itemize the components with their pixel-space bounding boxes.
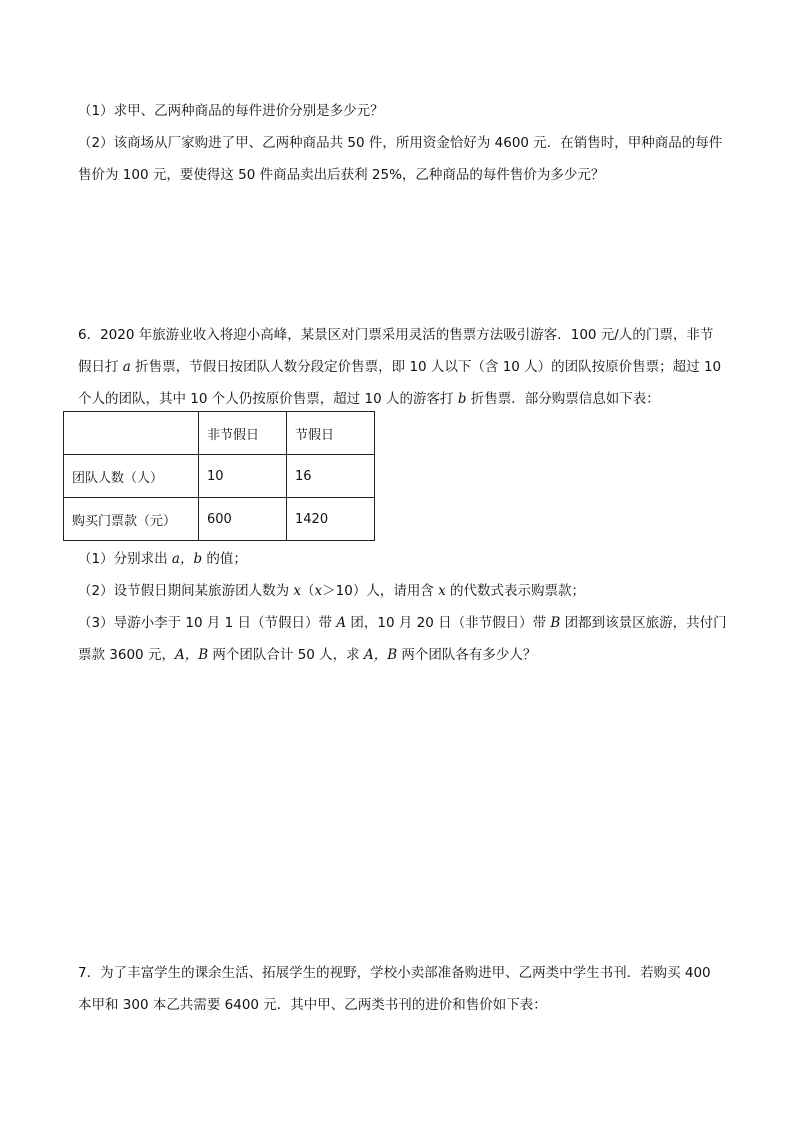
text-segment: （ <box>301 583 315 599</box>
text-segment: （3）导游小李于 10 月 1 日（节假日）带 <box>78 615 337 631</box>
table-cell: 10 <box>199 455 287 498</box>
variable-B: B <box>550 615 561 631</box>
variables-A-B: A，B <box>363 647 398 663</box>
text-segment: 团，10 月 20 日（非节假日）带 <box>346 615 551 631</box>
variable-x: x <box>293 583 302 599</box>
table-row <box>64 455 375 498</box>
text-segment: （1）分别求出 <box>78 551 172 567</box>
table-cell: 600 <box>199 498 287 541</box>
variables-a-b: a，b <box>171 551 203 567</box>
text-segment: ＞10）人，请用含 <box>322 583 439 599</box>
variable-x: x <box>438 583 446 599</box>
text-segment: （2）设节假日期间某旅游团人数为 <box>78 583 294 599</box>
variable-a: a <box>122 359 131 375</box>
text-segment: 的值； <box>202 551 247 567</box>
text-segment: 的代数式表示购票款； <box>445 583 586 599</box>
table-cell: 团队人数（人） <box>64 455 199 498</box>
table-header-row <box>64 412 375 455</box>
variable-b: b <box>457 391 467 407</box>
text-segment: 两个团队各有多少人？ <box>397 647 537 663</box>
table-cell: 购买门票款（元） <box>64 498 199 541</box>
table-cell: 节假日 <box>287 412 375 455</box>
q7-stem-line2: 本甲和 300 本乙共需要 6400 元．其中甲、乙两类书刊的进价和售价如下表： <box>78 997 547 1013</box>
q6-sub1 <box>78 549 247 569</box>
text-segment: 折售票，节假日按团队人数分段定价售票，即 10 人以下（含 10 人）的团队按原价售票；超过 10 <box>130 359 722 375</box>
q6-stem-line1: 6．2020 年旅游业收入将迎小高峰，某景区对门票采用灵活的售票方法吸引游客．100 元/人的门票，非节 <box>78 327 714 343</box>
table-cell: 1420 <box>287 498 375 541</box>
table-cell: 16 <box>287 455 375 498</box>
variable-x: x <box>314 583 323 599</box>
ticket-info-table <box>63 411 375 541</box>
variables-A-B: A，B <box>174 647 209 663</box>
text-segment: 折售票．部分购票信息如下表： <box>466 391 660 407</box>
q6-stem-line3 <box>78 389 660 409</box>
q5-part1: （1）求甲、乙两种商品的每件进价分别是多少元？ <box>78 103 384 119</box>
q5-part2-line1: （2）该商场从厂家购进了甲、乙两种商品共 50 件，所用资金恰好为 4600 元．在销售时，甲种商品的每件 <box>78 135 723 151</box>
q6-sub3-line2 <box>78 645 536 665</box>
text-segment: 假日打 <box>78 359 123 375</box>
variable-A: A <box>336 615 347 631</box>
q6-sub2 <box>78 581 585 601</box>
text-segment: 票款 3600 元， <box>78 647 175 663</box>
table-cell <box>64 412 199 455</box>
q7-stem-line1: 7．为了丰富学生的课余生活、拓展学生的视野，学校小卖部准备购进甲、乙两类中学生书刊．若购买 400 <box>78 965 711 981</box>
text-segment: 个人的团队，其中 10 个人仍按原价售票，超过 10 人的游客打 <box>78 391 458 407</box>
q6-stem-line2 <box>78 357 721 377</box>
table-row <box>64 498 375 541</box>
text-segment: 团都到该景区旅游，共付门 <box>560 615 727 631</box>
table-cell: 非节假日 <box>199 412 287 455</box>
q5-part2-line2: 售价为 100 元，要使得这 50 件商品卖出后获利 25%，乙种商品的每件售价为多少元？ <box>78 167 605 183</box>
q6-sub3-line1 <box>78 613 727 633</box>
text-segment: 两个团队合计 50 人，求 <box>208 647 364 663</box>
